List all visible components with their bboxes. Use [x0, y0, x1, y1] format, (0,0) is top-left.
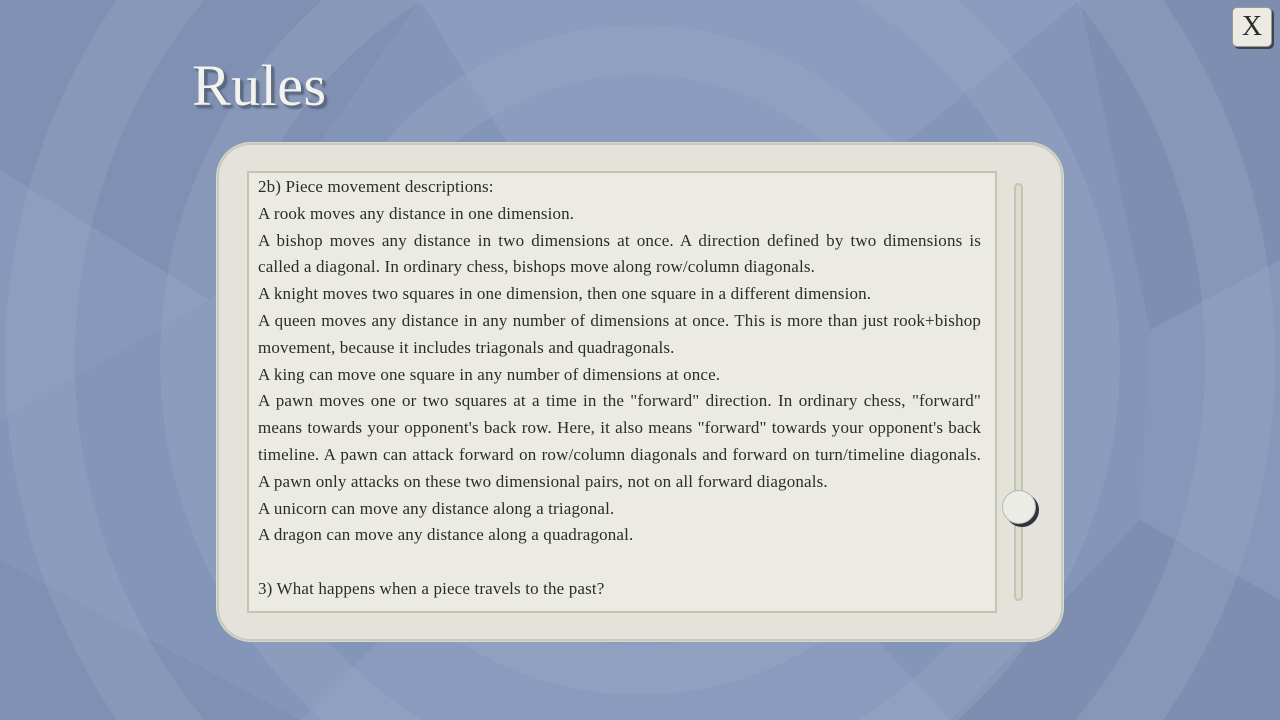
rules-line: A bishop moves any distance in two dimensions at once. A direction defined by two dimensions is called a diagonal. In ordinary chess, bishops move along row/column diagonals.	[258, 230, 981, 277]
rules-line: A pawn moves one or two squares at a time in the "forward" direction. In ordinary chess, "forward" means towards your opponent's back row. Here, it also means "forward" towards your opponent's back timeline. A pawn can attack forward on row/column diagonals and forward on turn/timeline diagonals. A pawn only attacks on these two dimensional pairs, not on all forward diagonals.	[258, 391, 981, 491]
page-title: Rules	[192, 53, 327, 118]
close-icon: X	[1241, 11, 1263, 42]
rules-line: 2b) Piece movement descriptions:	[258, 177, 494, 196]
rules-line: A rook moves any distance in one dimension.	[258, 203, 575, 223]
close-button[interactable]	[1232, 7, 1272, 47]
rules-line-blank	[258, 549, 981, 576]
rules-line: A knight moves two squares in one dimension, then one square in a different dimension.	[258, 284, 872, 304]
rules-line: 3) What happens when a piece travels to the past?	[258, 578, 605, 598]
scrollbar-thumb[interactable]	[1002, 490, 1036, 524]
rules-text-area[interactable]	[247, 171, 997, 613]
rules-line: A unicorn can move any distance along a triagonal.	[258, 498, 615, 518]
scrollbar-track[interactable]	[1014, 183, 1023, 601]
rules-line: A dragon can move any distance along a quadragonal.	[258, 525, 634, 545]
rules-line: A king can move one square in any number of dimensions at once.	[258, 364, 721, 384]
rules-line: A queen moves any distance in any number of dimensions at once. This is more than just rook+bishop movement, because it includes triagonals and quadragonals.	[258, 310, 981, 357]
rules-panel	[217, 143, 1063, 641]
